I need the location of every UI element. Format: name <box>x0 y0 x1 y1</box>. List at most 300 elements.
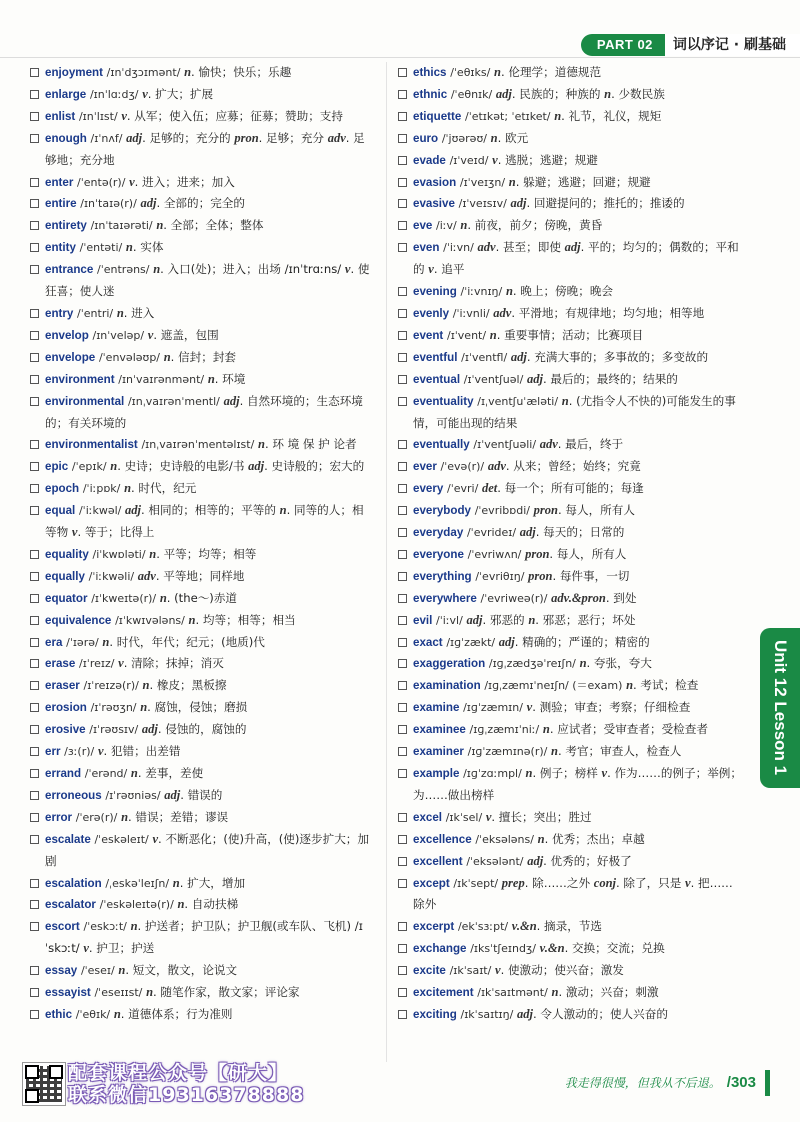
checkbox[interactable] <box>398 813 407 822</box>
vocab-entry: envelop /ɪnˈveləp/ v. 遮盖，包围 <box>30 325 375 347</box>
vocab-entry: entry /ˈentri/ n. 进入 <box>30 303 375 325</box>
header-rule <box>0 57 800 58</box>
vocab-entry: examinee /ɪɡˌzæmɪˈniː/ n. 应试者；受审查者；受检查者 <box>398 719 743 741</box>
checkbox[interactable] <box>30 221 39 230</box>
checkbox[interactable] <box>398 134 407 143</box>
checkbox[interactable] <box>398 112 407 121</box>
definition: 平滑地；有规律地；均匀地；相等地 <box>518 305 705 320</box>
phonetic: /ˈevriθɪŋ/ <box>475 569 525 583</box>
phonetic: /ˈevriweə(r)/ <box>480 591 548 605</box>
headword: escalation <box>45 876 102 890</box>
vocab-entry: examination /ɪɡˌzæmɪˈneɪʃn/ (＝exam) n. 考试；检查 <box>398 675 743 697</box>
definition: 时代，纪元 <box>138 481 197 496</box>
vocab-entry: envelope /ˈenvələʊp/ n. 信封；封套 <box>30 347 375 369</box>
left-column <box>30 62 375 1026</box>
headword: entity <box>45 241 76 255</box>
checkbox[interactable] <box>398 857 407 866</box>
vocab-entry: equally /ˈiːkwəli/ adv. 平等地；同样地 <box>30 566 375 588</box>
checkbox[interactable] <box>398 659 407 668</box>
headword: entry <box>45 306 74 320</box>
definition: 激动；兴奋；刺激 <box>565 985 659 1000</box>
part-of-speech: adj <box>527 371 543 386</box>
checkbox[interactable] <box>30 922 39 931</box>
checkbox[interactable] <box>30 681 39 690</box>
headword: exciting <box>413 1007 457 1021</box>
vocab-entry: excitement /ɪkˈsaɪtmənt/ n. 激动；兴奋；刺激 <box>398 982 743 1004</box>
headword: erosive <box>45 723 86 737</box>
definition: 逃脱；逃避；规避 <box>505 152 598 167</box>
headword: equality <box>45 547 89 561</box>
checkbox[interactable] <box>30 550 39 559</box>
part-of-speech: adj <box>223 393 240 408</box>
headword: erase <box>45 657 76 671</box>
vocab-entry: eventual /ɪˈventʃuəl/ adj. 最后的；最终的；结果的 <box>398 369 743 391</box>
phonetic: /ˈiːkwəl/ <box>78 504 122 518</box>
definition: 进入 <box>131 305 155 320</box>
vocab-entry: evasive /ɪˈveɪsɪv/ adj. 回避提问的；推托的；推诿的 <box>398 193 743 215</box>
part-of-speech: adv <box>477 240 496 255</box>
checkbox[interactable] <box>398 966 407 975</box>
part-of-speech: adj <box>141 722 158 737</box>
promo-watermark <box>68 1062 304 1106</box>
checkbox[interactable] <box>30 835 39 844</box>
headword: err <box>45 745 61 759</box>
headword: erosion <box>45 701 87 715</box>
checkbox[interactable] <box>398 528 407 537</box>
definition: 遮盖，包围 <box>160 327 219 342</box>
checkbox[interactable] <box>398 769 407 778</box>
phonetic: /ɪnˈvaɪrənmənt/ <box>118 372 205 386</box>
checkbox[interactable] <box>398 68 407 77</box>
vocab-entry: evenly /ˈiːvnli/ adv. 平滑地；有规律地；均匀地；相等地 <box>398 303 743 325</box>
headword: escort <box>45 920 80 934</box>
checkbox[interactable] <box>398 309 407 318</box>
part-of-speech: n <box>551 985 559 1000</box>
definition: 擅长；突出；胜过 <box>498 809 592 824</box>
headword: equivalence <box>45 613 112 627</box>
checkbox[interactable] <box>398 506 407 515</box>
checkbox[interactable] <box>30 199 39 208</box>
phonetic: /iːv/ <box>436 219 457 233</box>
definition: 甚至；即使 <box>502 240 561 255</box>
headword: evil <box>413 613 433 627</box>
phonetic: /ˈeskəleɪt/ <box>94 832 149 846</box>
part-of-speech: n <box>489 327 497 342</box>
checkbox[interactable] <box>398 178 407 187</box>
vocab-entry: evening /ˈiːvnɪŋ/ n. 晚上；傍晚；晚会 <box>398 281 743 303</box>
checkbox[interactable] <box>30 638 39 647</box>
checkbox[interactable] <box>30 309 39 318</box>
part-of-speech: n <box>163 349 171 364</box>
vocab-entry: even /ˈiːvn/ adv. 甚至；即使 adj. 平的；均匀的；偶数的；平和的 v. 追平 <box>398 237 743 281</box>
definition: 优秀的；好极了 <box>550 853 632 868</box>
checkbox[interactable] <box>30 506 39 515</box>
checkbox[interactable] <box>30 769 39 778</box>
definition: 伦理学；道德规范 <box>508 65 602 79</box>
part-of-speech: n <box>279 503 287 518</box>
part-of-speech: adv <box>327 130 346 145</box>
part-of-speech: v <box>147 327 154 342</box>
headword: example <box>413 767 460 780</box>
checkbox[interactable] <box>30 703 39 712</box>
headword: error <box>45 810 73 824</box>
vocab-entry: enlist /ɪnˈlɪst/ v. 从军；使入伍；应募；征募；赞助；支持 <box>30 106 375 128</box>
checkbox[interactable] <box>30 243 39 252</box>
checkbox[interactable] <box>398 221 407 230</box>
checkbox[interactable] <box>398 572 407 581</box>
part-of-speech: adj <box>564 240 581 255</box>
phonetic: /ˈɪərə/ <box>66 635 99 649</box>
vocab-entry: except /ɪkˈsept/ prep. 除……之外 conj. 除了，只是 v. 把……除外 <box>398 873 743 917</box>
headword: escalate <box>45 832 91 846</box>
part-of-speech: v <box>152 831 159 846</box>
definition: 侵蚀的，腐蚀的 <box>165 722 247 737</box>
vocab-entry: examine /ɪɡˈzæmɪn/ v. 测验；审查；考察；仔细检查 <box>398 697 743 719</box>
definition: 犯错；出差错 <box>110 744 181 759</box>
part-of-speech: adv <box>487 459 506 474</box>
definition: 考官；审查人，检查人 <box>565 744 682 759</box>
checkbox[interactable] <box>30 1010 39 1019</box>
phonetic: /ekˈsɜːpt/ <box>457 920 509 934</box>
checkbox[interactable] <box>398 594 407 603</box>
phonetic: /ɪˈreɪz/ <box>79 657 115 671</box>
part-of-speech: conj <box>593 875 616 890</box>
definition: 进入；进来；加入 <box>142 174 235 189</box>
checkbox[interactable] <box>30 659 39 668</box>
headword: epic <box>45 460 69 474</box>
headword: enough <box>45 131 87 145</box>
headword: ethics <box>413 66 447 79</box>
checkbox[interactable] <box>30 68 39 77</box>
definition: 追平 <box>441 262 465 277</box>
column-divider <box>386 62 387 1062</box>
phonetic: /ɪnˌvaɪrənˈmentl/ <box>127 394 220 408</box>
part-of-speech: prep <box>501 875 525 890</box>
definition: 每天的；日常的 <box>543 525 625 540</box>
phonetic: /ɪˈnʌf/ <box>90 131 123 145</box>
checkbox[interactable] <box>398 747 407 756</box>
definition: 每人，所有人 <box>565 503 635 518</box>
part-of-speech: n <box>110 459 118 474</box>
phonetic: /ˈentri/ <box>77 306 114 320</box>
part-of-speech: n <box>130 919 138 934</box>
checkbox[interactable] <box>398 638 407 647</box>
part-of-speech: n <box>490 130 498 145</box>
headword: entrance <box>45 263 94 277</box>
headword: etiquette <box>413 109 462 123</box>
part-of-speech: v.&n <box>511 919 537 934</box>
part-of-speech: n <box>153 262 161 277</box>
checkbox[interactable] <box>398 331 407 340</box>
vocab-entry: ever /ˈevə(r)/ adv. 从来；曾经；始终；究竟 <box>398 456 743 478</box>
part-of-speech: adv <box>137 568 156 583</box>
checkbox[interactable] <box>398 725 407 734</box>
checkbox[interactable] <box>398 681 407 690</box>
checkbox[interactable] <box>398 199 407 208</box>
part-of-speech: n <box>113 1006 121 1021</box>
definition: 平等；均等；相等 <box>163 546 257 561</box>
definition: 全部；全体；整体 <box>170 218 264 233</box>
part-of-speech: n <box>626 678 634 693</box>
headword: eventual <box>413 372 461 386</box>
part-of-speech: adj <box>517 1006 533 1021</box>
vocab-entry: enter /ˈentə(r)/ v. 进入；进来；加入 <box>30 172 375 194</box>
part-of-speech: n <box>188 612 196 627</box>
checkbox[interactable] <box>30 112 39 121</box>
definition: 优秀；杰出；卓越 <box>551 831 645 846</box>
vocab-entry: erosive /ɪˈrəʊsɪv/ adj. 侵蚀的，腐蚀的 <box>30 719 375 741</box>
headword: era <box>45 635 63 649</box>
phonetic: /ɪˈkwɪvələns/ <box>115 613 185 627</box>
phonetic: /ˈeseɪɪst/ <box>94 986 143 1000</box>
phonetic: /ɪˈrəʊsɪv/ <box>89 723 139 737</box>
checkbox[interactable] <box>398 484 407 493</box>
part-of-speech: adv <box>539 437 558 452</box>
definition: 腐蚀，侵蚀；磨损 <box>154 700 248 715</box>
definition: 时代，年代；纪元；(地质)代 <box>116 634 265 649</box>
definition: 清除；抹掉；消灭 <box>131 656 224 671</box>
definition: 相同的；相等的；平等的 <box>148 503 276 518</box>
definition: 前夜，前夕；傍晚，黄昏 <box>474 218 603 233</box>
headword: ever <box>413 460 437 474</box>
phonetic: /ɪˈveɪʒn/ <box>459 175 506 189</box>
headword: exaggeration <box>413 657 486 671</box>
checkbox[interactable] <box>30 747 39 756</box>
part-of-speech: adj <box>164 787 181 802</box>
checkbox[interactable] <box>30 879 39 888</box>
checkbox[interactable] <box>398 243 407 252</box>
checkbox[interactable] <box>398 922 407 931</box>
checkbox[interactable] <box>30 616 39 625</box>
vocab-entry: escalation /ˌeskəˈleɪʃn/ n. 扩大，增加 <box>30 873 375 895</box>
checkbox[interactable] <box>398 90 407 99</box>
part-of-speech: v <box>492 152 498 167</box>
part-of-speech: n <box>184 65 192 79</box>
vocab-entry: exciting /ɪkˈsaɪtɪŋ/ adj. 令人激动的；使人兴奋的 <box>398 1004 743 1026</box>
headword: euro <box>413 131 439 145</box>
checkbox[interactable] <box>30 90 39 99</box>
vocab-entry: event /ɪˈvent/ n. 重要事情；活动；比赛项目 <box>398 325 743 347</box>
vocab-entry: error /ˈerə(r)/ n. 错误；差错；谬误 <box>30 807 375 829</box>
definition: 自动扶梯 <box>191 897 239 912</box>
vocab-entry: everything /ˈevriθɪŋ/ pron. 每件事，一切 <box>398 566 743 588</box>
headword: evade <box>413 153 446 167</box>
checkbox[interactable] <box>30 265 39 274</box>
headword: eventually <box>413 438 470 452</box>
definition: 夸张，夸大 <box>593 656 652 671</box>
checkbox[interactable] <box>398 988 407 997</box>
phonetic: /ɪɡˈzɑːmpl/ <box>463 767 522 780</box>
checkbox[interactable] <box>30 331 39 340</box>
checkbox[interactable] <box>398 375 407 384</box>
part-of-speech: adj <box>519 525 536 540</box>
headword: enter <box>45 175 74 189</box>
part-of-speech: n <box>156 218 164 233</box>
headword: everything <box>413 569 472 583</box>
part-of-speech: adj <box>510 196 527 211</box>
phonetic: /ɪɡˈzæmɪnə(r)/ <box>467 745 548 759</box>
phonetic: /ˈeθnɪk/ <box>450 87 493 101</box>
phonetic: /ɪnˈlɑːdʒ/ <box>89 87 139 101</box>
definition: 全部的；完全的 <box>163 196 245 211</box>
headword: entirety <box>45 219 87 233</box>
vocab-entry: everywhere /ˈevriweə(r)/ adv.&pron. 到处 <box>398 588 743 610</box>
part-of-speech: v <box>601 766 608 780</box>
headword: equal <box>45 504 76 518</box>
checkbox[interactable] <box>30 988 39 997</box>
definition: 摘录，节选 <box>544 919 603 934</box>
definition: (the～)赤道 <box>174 590 238 605</box>
vocab-entry: etiquette /ˈetɪkət; ˈetɪket/ n. 礼节，礼仪，规矩 <box>398 106 743 128</box>
vocab-entry: excellent /ˈeksələnt/ adj. 优秀的；好极了 <box>398 851 743 873</box>
part-of-speech: pron <box>234 130 259 145</box>
checkbox[interactable] <box>398 440 407 449</box>
checkbox[interactable] <box>30 791 39 800</box>
part-of-speech: v <box>526 700 533 715</box>
phonetic: /ɪnˈtaɪərəti/ <box>90 219 153 233</box>
part-of-speech: v <box>344 262 351 277</box>
phonetic: /ˈeθɪk/ <box>75 1007 111 1021</box>
checkbox[interactable] <box>30 375 39 384</box>
checkbox[interactable] <box>398 462 407 471</box>
definition: (尤指令人不快的)可能发生的事情，可能出现的结果 <box>413 393 736 430</box>
part-of-speech: adj <box>498 634 515 649</box>
headword: everyone <box>413 547 464 561</box>
phonetic: /ɪnˌvaɪrənˈmentəlɪst/ <box>141 438 255 452</box>
definition: 短文，散文，论说文 <box>132 963 238 978</box>
headword: everyday <box>413 526 464 540</box>
phonetic: /ɪkˈsept/ <box>453 876 499 890</box>
phonetic: /ˈiːvnli/ <box>452 306 490 320</box>
phonetic: /ɪnˈlɪst/ <box>78 109 118 123</box>
headword: evasive <box>413 197 455 211</box>
checkbox[interactable] <box>30 440 39 449</box>
part-of-speech: n <box>121 809 129 824</box>
checkbox[interactable] <box>30 484 39 493</box>
phonetic: /ɪnˈtaɪə(r)/ <box>80 197 137 211</box>
part-of-speech: v <box>97 744 104 759</box>
checkbox[interactable] <box>30 178 39 187</box>
definition: 入口(处)；进入；出场 /ɪnˈtrɑːns/ <box>167 262 342 277</box>
phonetic: /ˈiːvnɪŋ/ <box>460 285 503 299</box>
part-of-speech: n <box>125 240 133 255</box>
vocab-entry: erroneous /ɪˈrəʊniəs/ adj. 错误的 <box>30 785 375 807</box>
definition: 邪恶的 <box>489 612 525 627</box>
part-of-speech: adv <box>493 305 512 320</box>
phonetic: /ˈeθɪks/ <box>450 66 491 79</box>
headword: exact <box>413 635 443 649</box>
vocab-entry: evasion /ɪˈveɪʒn/ n. 躲避；逃避；回避；规避 <box>398 172 743 194</box>
checkbox[interactable] <box>30 572 39 581</box>
checkbox[interactable] <box>398 287 407 296</box>
definition: 从来；曾经；始终；究竟 <box>513 459 641 474</box>
checkbox[interactable] <box>398 835 407 844</box>
definition: 环境 <box>222 371 246 386</box>
headword: everybody <box>413 504 471 518</box>
checkbox[interactable] <box>398 156 407 165</box>
headword: excitement <box>413 986 474 1000</box>
checkbox[interactable] <box>398 616 407 625</box>
phonetic: /ɪkˈsaɪtmənt/ <box>477 986 548 1000</box>
part-of-speech: n <box>124 481 132 496</box>
checkbox[interactable] <box>30 594 39 603</box>
definition: 护卫；护送 <box>96 941 155 956</box>
part-of-speech: n <box>551 744 558 759</box>
checkbox[interactable] <box>398 550 407 559</box>
checkbox[interactable] <box>398 703 407 712</box>
definition: 最后，终于 <box>565 437 624 452</box>
part-of-speech: n <box>505 284 513 299</box>
checkbox[interactable] <box>30 462 39 471</box>
checkbox[interactable] <box>30 966 39 975</box>
headword: every <box>413 482 444 496</box>
headword: exchange <box>413 942 467 956</box>
part-of-speech: n <box>130 766 138 780</box>
checkbox[interactable] <box>30 397 39 406</box>
page-number: /303 <box>726 1074 756 1091</box>
part-of-speech: n <box>579 656 587 671</box>
vocab-entry: eve /iːv/ n. 前夜，前夕；傍晚，黄昏 <box>398 215 743 237</box>
headword: examinee <box>413 723 466 737</box>
checkbox[interactable] <box>30 725 39 734</box>
checkbox[interactable] <box>30 900 39 909</box>
checkbox[interactable] <box>30 813 39 822</box>
promo-line-1: 配套课程公众号【研大】 <box>68 1062 289 1084</box>
promo-line-2: 联系微信19316378888 <box>68 1084 305 1106</box>
definition: 环 境 保 护 论者 <box>272 437 357 452</box>
checkbox[interactable] <box>398 944 407 953</box>
checkbox[interactable] <box>398 879 407 888</box>
definition: 邪恶；恶行；坏处 <box>542 612 636 627</box>
headword: examine <box>413 701 460 715</box>
phonetic: /ɪnˈdʒɔɪmənt/ <box>106 66 181 79</box>
definition: 每件事，一切 <box>559 568 630 583</box>
part-of-speech: adj <box>140 196 157 211</box>
checkbox[interactable] <box>30 353 39 362</box>
definition: 随笔作家，散文家；评论家 <box>160 985 300 1000</box>
definition: 同等的人；相等物 <box>45 503 364 540</box>
part-of-speech: adj <box>126 130 143 145</box>
phonetic: /ˈjʊərəʊ/ <box>441 131 487 145</box>
headword: equally <box>45 569 85 583</box>
vocab-entry: enlarge /ɪnˈlɑːdʒ/ v. 扩大；扩展 <box>30 84 375 106</box>
vocab-entry: examiner /ɪɡˈzæmɪnə(r)/ n. 考官；审查人，检查人 <box>398 741 743 763</box>
checkbox[interactable] <box>398 397 407 406</box>
vocab-entry: equal /ˈiːkwəl/ adj. 相同的；相等的；平等的 n. 同等的人；相等物 v. 等于；比得上 <box>30 500 375 544</box>
vocab-entry: escort /ˈeskɔːt/ n. 护送者；护卫队；护卫舰(或车队、飞机) /ɪˈskɔːt/ v. 护卫；护送 <box>30 916 375 960</box>
headword: examination <box>413 679 481 693</box>
headword: eventful <box>413 350 458 364</box>
definition: 应试者；受审查者；受检查者 <box>557 722 708 737</box>
part-of-speech: n <box>116 305 124 320</box>
part-of-speech: n <box>149 546 157 561</box>
definition: 足够地；充分地 <box>45 130 365 167</box>
phonetic: /ˈenvələʊp/ <box>98 350 161 364</box>
part-of-speech: adv.&pron <box>551 590 606 605</box>
checkbox[interactable] <box>398 353 407 362</box>
vocab-entry: environmental /ɪnˌvaɪrənˈmentl/ adj. 自然环境的；生态环境的；有关环境的 <box>30 391 375 435</box>
phonetic: /ˈiːvn/ <box>443 241 474 255</box>
checkbox[interactable] <box>30 134 39 143</box>
part-of-speech: n <box>537 831 545 846</box>
checkbox[interactable] <box>398 1010 407 1019</box>
definition: 除……之外 <box>532 875 591 890</box>
definition: 最后的；最终的；结果的 <box>550 371 678 386</box>
definition: 重要事情；活动；比赛项目 <box>504 327 644 342</box>
part-of-speech: n <box>159 590 167 605</box>
headword: environmentalist <box>45 438 138 452</box>
definition: 精确的；严谨的；精密的 <box>522 634 650 649</box>
